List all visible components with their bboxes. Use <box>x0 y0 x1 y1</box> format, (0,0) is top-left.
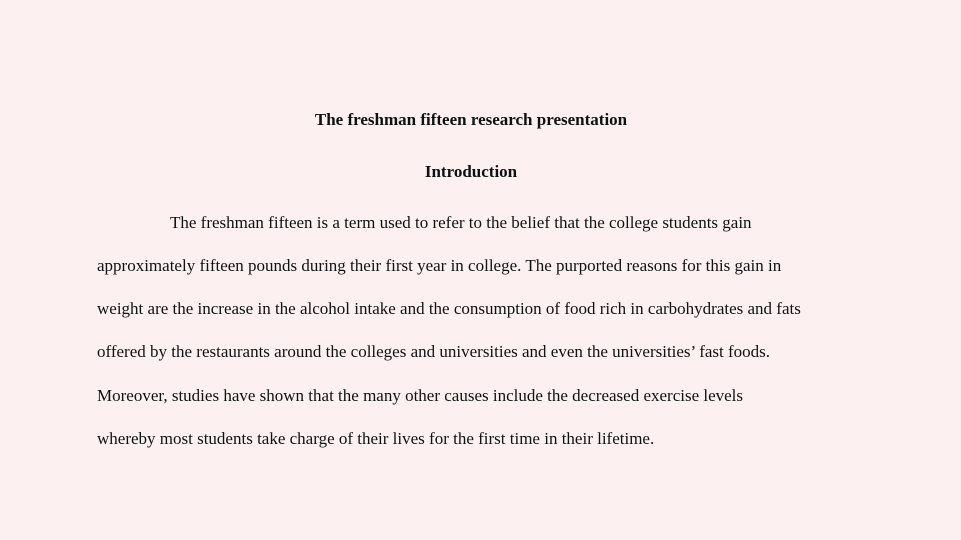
paragraph-line: The freshman fifteen is a term used to refer to the belief that the college students gain <box>170 213 752 232</box>
document-title: The freshman fifteen research presentation <box>314 110 628 129</box>
section-heading: Introduction <box>424 162 518 181</box>
paragraph-line: Moreover, studies have shown that the many other causes include the decreased exercise levels <box>97 386 744 405</box>
paragraph-line: approximately fifteen pounds during their first year in college. The purported reasons for this gain in <box>97 256 782 275</box>
paragraph-line: whereby most students take charge of their lives for the first time in their lifetime. <box>97 429 655 448</box>
paragraph-line: offered by the restaurants around the colleges and universities and even the universities’ fast foods. <box>97 342 771 361</box>
paragraph-line: weight are the increase in the alcohol intake and the consumption of food rich in carbohydrates and fats <box>97 299 801 318</box>
